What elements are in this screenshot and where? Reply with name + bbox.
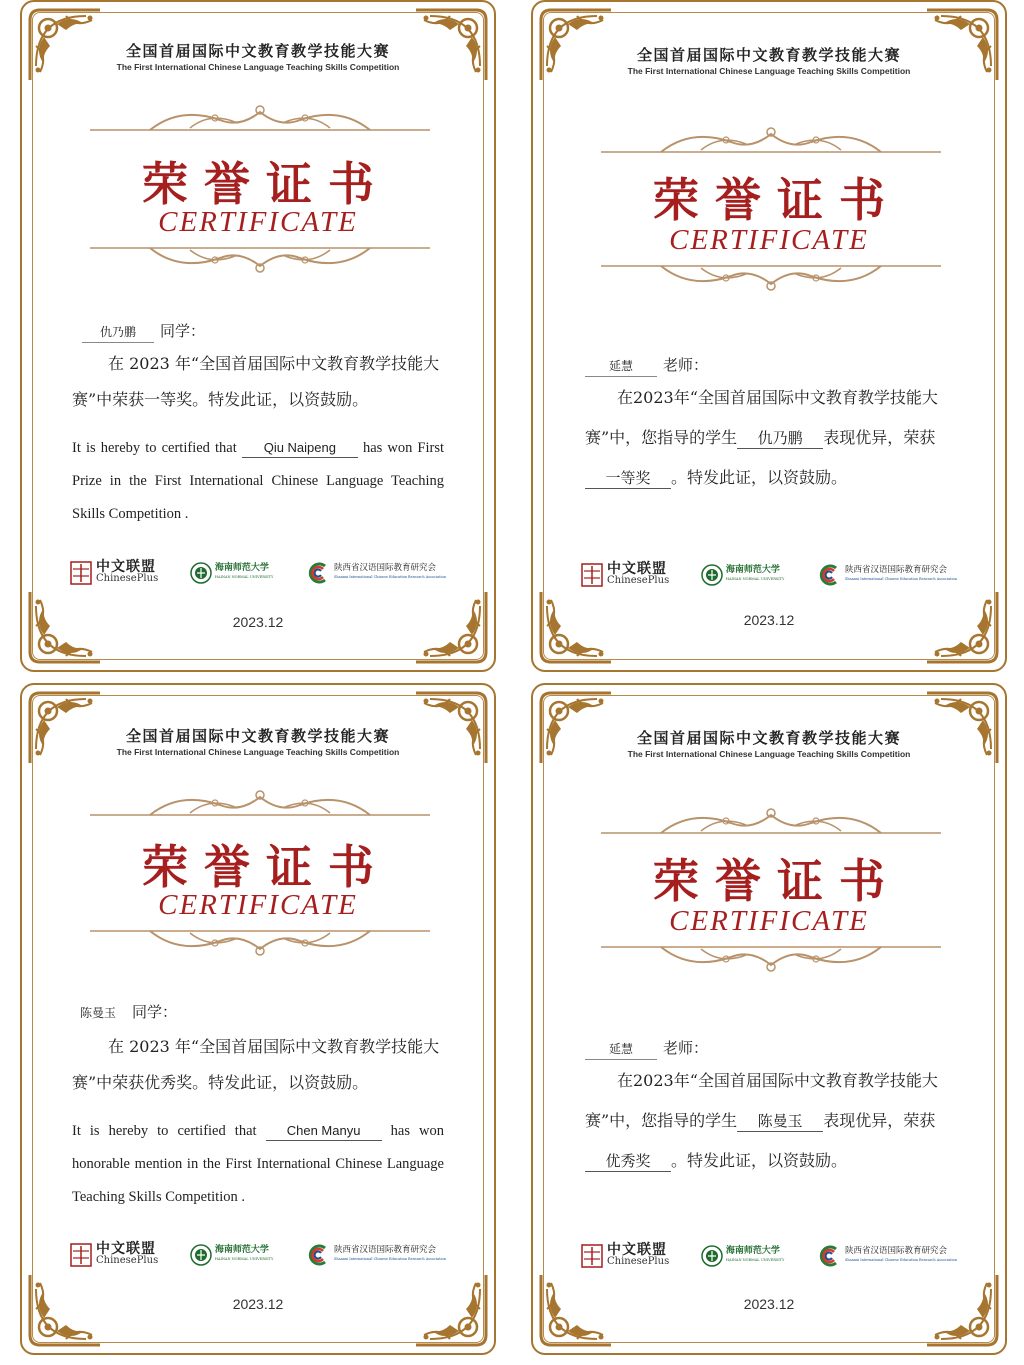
header-cn: 全国首届国际中文教育教学技能大赛 — [125, 727, 390, 745]
issue-date: 2023.12 — [232, 614, 284, 630]
shaanxi-logo — [305, 1244, 446, 1266]
recipient-name: 延慧 — [585, 357, 657, 377]
title-en: CERTIFICATE — [158, 206, 358, 238]
body-cn-part2: 表现优异，荣获 — [823, 428, 936, 447]
chineseplus-cn: 中文联盟 — [607, 561, 667, 577]
hainan-logo — [190, 562, 273, 584]
logos-row — [581, 1241, 957, 1271]
hainan-cn: 海南师范大学 — [725, 1246, 780, 1256]
salutation — [585, 354, 708, 377]
student-name: 仇乃鹏 — [737, 428, 823, 449]
award-name: 一等奖 — [585, 468, 671, 489]
ornament-top-icon — [601, 120, 941, 160]
body-en-prefix: It is hereby to certified that — [72, 1123, 257, 1139]
hainan-en: HAINAN NORMAL UNIVERSITY — [214, 1257, 274, 1261]
hainan-emblem-icon — [190, 1244, 212, 1266]
issue-date: 2023.12 — [743, 1296, 795, 1312]
hainan-cn: 海南师范大学 — [725, 565, 780, 575]
header-en: The First International Chinese Language Teaching Skills Competition — [116, 62, 400, 72]
body-en-suffix: has won First Prize in the First International Chinese Language Teaching Skills Competition . — [72, 440, 445, 522]
issue-date: 2023.12 — [743, 612, 795, 628]
body-en-prefix: It is hereby to certified that — [72, 440, 237, 456]
body-cn-part1: 在2023年“全国首届国际中文教育教学技能大赛”中，您指导的学生 — [585, 388, 938, 447]
hainan-logo — [701, 564, 784, 586]
hainan-cn: 海南师范大学 — [214, 563, 269, 573]
chineseplus-en: ChinesePlus — [96, 1255, 159, 1266]
ornament-bottom-icon — [90, 923, 430, 963]
shaanxi-en: Shaanxi International Chinese Education Research Association — [844, 577, 957, 581]
shaanxi-logo — [305, 562, 446, 584]
hainan-logo — [190, 1244, 273, 1266]
chineseplus-logo — [581, 563, 669, 587]
salutation-suffix: 老师： — [663, 1039, 709, 1057]
hainan-cn: 海南师范大学 — [214, 1245, 269, 1255]
seal-icon — [70, 561, 92, 585]
ornament-top-icon — [90, 98, 430, 138]
title-en: CERTIFICATE — [669, 905, 869, 937]
salutation-suffix: 同学： — [160, 322, 206, 340]
seal-icon — [70, 1243, 92, 1267]
title-cn: 荣誉证书 — [653, 854, 901, 908]
hainan-en: HAINAN NORMAL UNIVERSITY — [214, 575, 274, 579]
certificate-3 — [20, 683, 496, 1355]
salutation — [70, 1001, 177, 1023]
shaanxi-cn: 陕西省汉语国际教育研究会 — [333, 1245, 436, 1255]
hainan-en: HAINAN NORMAL UNIVERSITY — [725, 1258, 785, 1262]
header-en: The First International Chinese Language Teaching Skills Competition — [627, 749, 911, 759]
recipient-name-en: Chen Manyu — [266, 1122, 382, 1141]
body-cn-part2: 表现优异，荣获 — [823, 1111, 936, 1130]
salutation — [585, 1037, 708, 1060]
body-cn-part3: 。特发此证，以资鼓励。 — [671, 1151, 848, 1170]
shaanxi-en: Shaanxi International Chinese Education Research Association — [333, 1257, 446, 1261]
chineseplus-en: ChinesePlus — [96, 573, 159, 584]
title-cn: 荣誉证书 — [142, 157, 390, 211]
student-name: 陈曼玉 — [737, 1111, 823, 1132]
chineseplus-en: ChinesePlus — [607, 575, 670, 586]
recipient-name: 延慧 — [585, 1040, 657, 1060]
body-cn — [585, 1061, 959, 1181]
shaanxi-en: Shaanxi International Chinese Education Research Association — [844, 1258, 957, 1262]
issue-date: 2023.12 — [232, 1296, 284, 1312]
shaanxi-cn: 陕西省汉语国际教育研究会 — [844, 1246, 947, 1256]
header-en: The First International Chinese Language Teaching Skills Competition — [627, 66, 911, 76]
title-en: CERTIFICATE — [158, 889, 358, 921]
chineseplus-cn: 中文联盟 — [96, 1241, 156, 1257]
salutation — [82, 320, 205, 343]
title-en: CERTIFICATE — [669, 224, 869, 256]
body-cn — [72, 346, 444, 418]
chineseplus-logo — [70, 1243, 158, 1267]
hainan-en: HAINAN NORMAL UNIVERSITY — [725, 577, 785, 581]
logos-row — [581, 560, 957, 590]
shaanxi-logo — [816, 564, 957, 586]
seal-icon — [581, 563, 603, 587]
ornament-bottom-icon — [601, 258, 941, 298]
recipient-name: 陈曼玉 — [79, 1006, 116, 1020]
certificate-1 — [20, 0, 496, 672]
body-en — [72, 432, 444, 531]
shaanxi-emblem-icon — [305, 562, 331, 584]
recipient-name-en: Qiu Naipeng — [242, 439, 358, 458]
body-en-suffix: has won honorable mention in the First International Chinese Language Teaching Skills Competition . — [72, 1123, 444, 1205]
body-cn-part3: 。特发此证，以资鼓励。 — [671, 468, 848, 487]
body-en — [72, 1115, 444, 1214]
shaanxi-logo — [816, 1245, 957, 1267]
body-cn-text: 在 2023 年“全国首届国际中文教育教学技能大赛”中荣获优秀奖。特发此证，以资鼓励。 — [72, 1037, 440, 1092]
chineseplus-cn: 中文联盟 — [96, 559, 156, 575]
ornament-bottom-icon — [90, 240, 430, 280]
header-en: The First International Chinese Language Teaching Skills Competition — [116, 747, 400, 757]
chineseplus-logo — [581, 1244, 669, 1268]
title-cn: 荣誉证书 — [142, 840, 390, 894]
shaanxi-cn: 陕西省汉语国际教育研究会 — [844, 565, 947, 575]
recipient-name: 仇乃鹏 — [82, 323, 154, 343]
header-cn: 全国首届国际中文教育教学技能大赛 — [636, 729, 901, 747]
shaanxi-emblem-icon — [305, 1244, 331, 1266]
ornament-bottom-icon — [601, 939, 941, 979]
hainan-logo — [701, 1245, 784, 1267]
hainan-emblem-icon — [701, 1245, 723, 1267]
logos-row — [70, 1240, 446, 1270]
title-cn: 荣誉证书 — [653, 173, 901, 227]
salutation-suffix: 同学： — [132, 1003, 178, 1021]
award-name: 优秀奖 — [585, 1151, 671, 1172]
hainan-emblem-icon — [190, 562, 212, 584]
shaanxi-emblem-icon — [816, 564, 842, 586]
chineseplus-cn: 中文联盟 — [607, 1242, 667, 1258]
chineseplus-logo — [70, 561, 158, 585]
certificate-2 — [531, 0, 1007, 672]
shaanxi-cn: 陕西省汉语国际教育研究会 — [333, 563, 436, 573]
chineseplus-en: ChinesePlus — [607, 1256, 670, 1267]
body-cn — [72, 1029, 444, 1101]
shaanxi-emblem-icon — [816, 1245, 842, 1267]
body-cn-text: 在 2023 年“全国首届国际中文教育教学技能大赛”中荣获一等奖。特发此证，以资鼓励。 — [72, 354, 440, 409]
ornament-top-icon — [601, 801, 941, 841]
body-cn-part1: 在2023年“全国首届国际中文教育教学技能大赛”中，您指导的学生 — [585, 1071, 938, 1130]
hainan-emblem-icon — [701, 564, 723, 586]
header-cn: 全国首届国际中文教育教学技能大赛 — [125, 42, 390, 60]
certificate-4 — [531, 683, 1007, 1355]
header-cn: 全国首届国际中文教育教学技能大赛 — [636, 46, 901, 64]
shaanxi-en: Shaanxi International Chinese Education Research Association — [333, 575, 446, 579]
ornament-top-icon — [90, 783, 430, 823]
logos-row — [70, 558, 446, 588]
body-cn — [585, 378, 959, 498]
salutation-suffix: 老师： — [663, 356, 709, 374]
seal-icon — [581, 1244, 603, 1268]
